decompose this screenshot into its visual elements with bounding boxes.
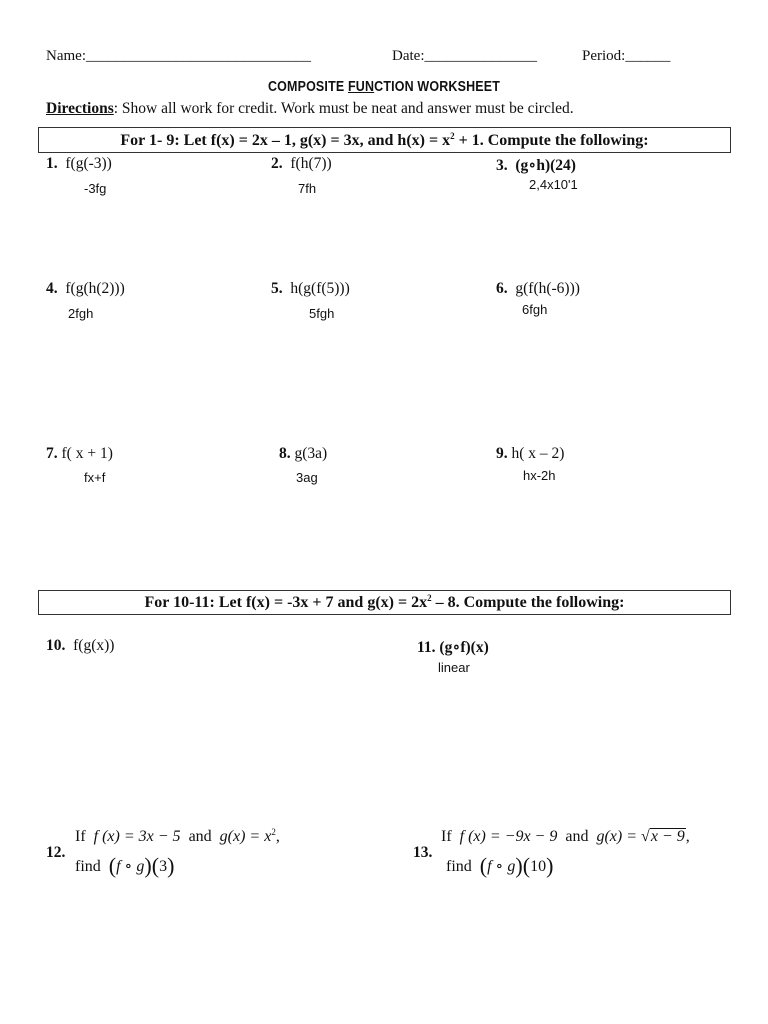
find-word: find: [446, 858, 472, 875]
problem-expression: f(h(7)): [290, 155, 332, 172]
title-part1: COMPOSITE: [267, 79, 348, 95]
g-definition: g(x) =: [596, 828, 642, 845]
directions-label: Directions: [46, 100, 114, 117]
problem-10: [46, 637, 114, 655]
find-word: find: [75, 858, 101, 875]
g-comma: ,: [685, 828, 690, 845]
directions-text: : Show all work for credit. Work must be neat and answer must be circled.: [113, 100, 574, 117]
evaluation-arg: 3: [159, 858, 168, 875]
section1-instruction-box: [38, 127, 731, 153]
answer-11: linear: [438, 660, 470, 675]
section2-instruction-sup: 2: [427, 593, 432, 603]
answer-9: hx-2h: [523, 468, 556, 483]
and-word: and: [188, 828, 212, 845]
problem-6: [496, 280, 580, 298]
problem-number: 4.: [46, 280, 58, 297]
problem-number: 5.: [271, 280, 283, 297]
title-underlined: FUN: [347, 79, 375, 95]
section1-instruction-sup: 2: [450, 131, 455, 141]
section1-instruction-a: For 1- 9: Let f(x) = 2x – 1, g(x) = 3x, and h(x) = x: [120, 132, 451, 149]
problem-number: 10.: [46, 637, 66, 654]
g-definition: g(x) = x: [219, 828, 272, 845]
sqrt-symbol: √: [641, 828, 650, 845]
section2-instruction-box: [38, 590, 731, 615]
answer-8: 3ag: [296, 470, 318, 485]
problem-expression: f(g(x)): [73, 637, 115, 654]
answer-5: 5fgh: [309, 306, 335, 321]
section2-instruction-a: For 10-11: Let f(x) = -3x + 7 and g(x) = 2x: [144, 594, 428, 611]
title-part2: CTION WORKSHEET: [374, 79, 501, 95]
problem-expression: h( x – 2): [511, 445, 565, 462]
problem-expression: (g∘f)(x): [439, 639, 489, 656]
date-blank[interactable]: _______________: [424, 48, 537, 64]
period-label: Period:: [582, 48, 626, 64]
if-word: If: [441, 828, 452, 845]
and-word: and: [565, 828, 589, 845]
answer-1: -3fg: [84, 181, 107, 196]
problem-7: [46, 445, 113, 463]
problem-number: 8.: [279, 445, 291, 462]
problem-13-line1: [441, 828, 690, 846]
answer-7: fx+f: [84, 470, 106, 485]
problem-expression: f( x + 1): [61, 445, 113, 462]
g-exponent: 2: [271, 827, 276, 837]
problem-expression: g(f(h(-6))): [515, 280, 580, 297]
composition: f ∘ g: [487, 858, 516, 875]
composition: f ∘ g: [116, 858, 145, 875]
name-blank[interactable]: ______________________________: [85, 48, 311, 64]
problem-number: 7.: [46, 445, 58, 462]
problem-12-line1: [75, 828, 280, 846]
problem-number: 11.: [417, 639, 436, 656]
problem-12-line2: find (f ∘ g)(3): [75, 853, 175, 878]
problem-9: [496, 445, 564, 463]
radicand: x − 9: [650, 828, 685, 845]
if-word: If: [75, 828, 86, 845]
answer-2: 7fh: [298, 181, 317, 196]
problem-number: 13.: [413, 844, 433, 861]
problem-12-number: [46, 844, 65, 862]
problem-number: 12.: [46, 844, 66, 861]
problem-expression: g(3a): [294, 445, 328, 462]
problem-13-line2: find (f ∘ g)(10): [446, 853, 554, 878]
problem-number: 3.: [496, 157, 508, 174]
period-field[interactable]: [582, 48, 670, 65]
problem-8: [279, 445, 327, 463]
date-label: Date:: [392, 48, 425, 64]
problem-expression: h(g(f(5))): [290, 280, 350, 297]
name-label: Name:: [46, 48, 86, 64]
period-blank[interactable]: ______: [625, 48, 671, 64]
problem-2: [271, 155, 332, 173]
problem-11: [417, 637, 489, 657]
problem-number: 2.: [271, 155, 283, 172]
problem-13-number: [413, 844, 432, 862]
problem-expression: f(g(h(2))): [65, 280, 125, 297]
worksheet-title: [54, 79, 714, 95]
answer-3: 2,4x10'1: [529, 177, 578, 192]
section1-instruction-b: + 1. Compute the following:: [454, 132, 649, 149]
name-field[interactable]: [46, 48, 311, 65]
directions: [46, 100, 574, 118]
problem-expression: (g∘h)(24): [515, 157, 576, 174]
answer-4: 2fgh: [68, 306, 94, 321]
problem-3: [496, 155, 576, 175]
problem-expression: f(g(-3)): [65, 155, 112, 172]
f-definition: f (x) = −9x − 9: [459, 828, 558, 845]
problem-number: 1.: [46, 155, 58, 172]
answer-6: 6fgh: [522, 302, 548, 317]
g-comma: ,: [275, 828, 280, 845]
problem-number: 9.: [496, 445, 508, 462]
section2-instruction-b: – 8. Compute the following:: [431, 594, 625, 611]
date-field[interactable]: [392, 48, 537, 65]
problem-number: 6.: [496, 280, 508, 297]
evaluation-arg: 10: [530, 858, 547, 875]
problem-4: [46, 280, 125, 298]
problem-1: [46, 155, 112, 173]
problem-5: [271, 280, 350, 298]
f-definition: f (x) = 3x − 5: [93, 828, 181, 845]
